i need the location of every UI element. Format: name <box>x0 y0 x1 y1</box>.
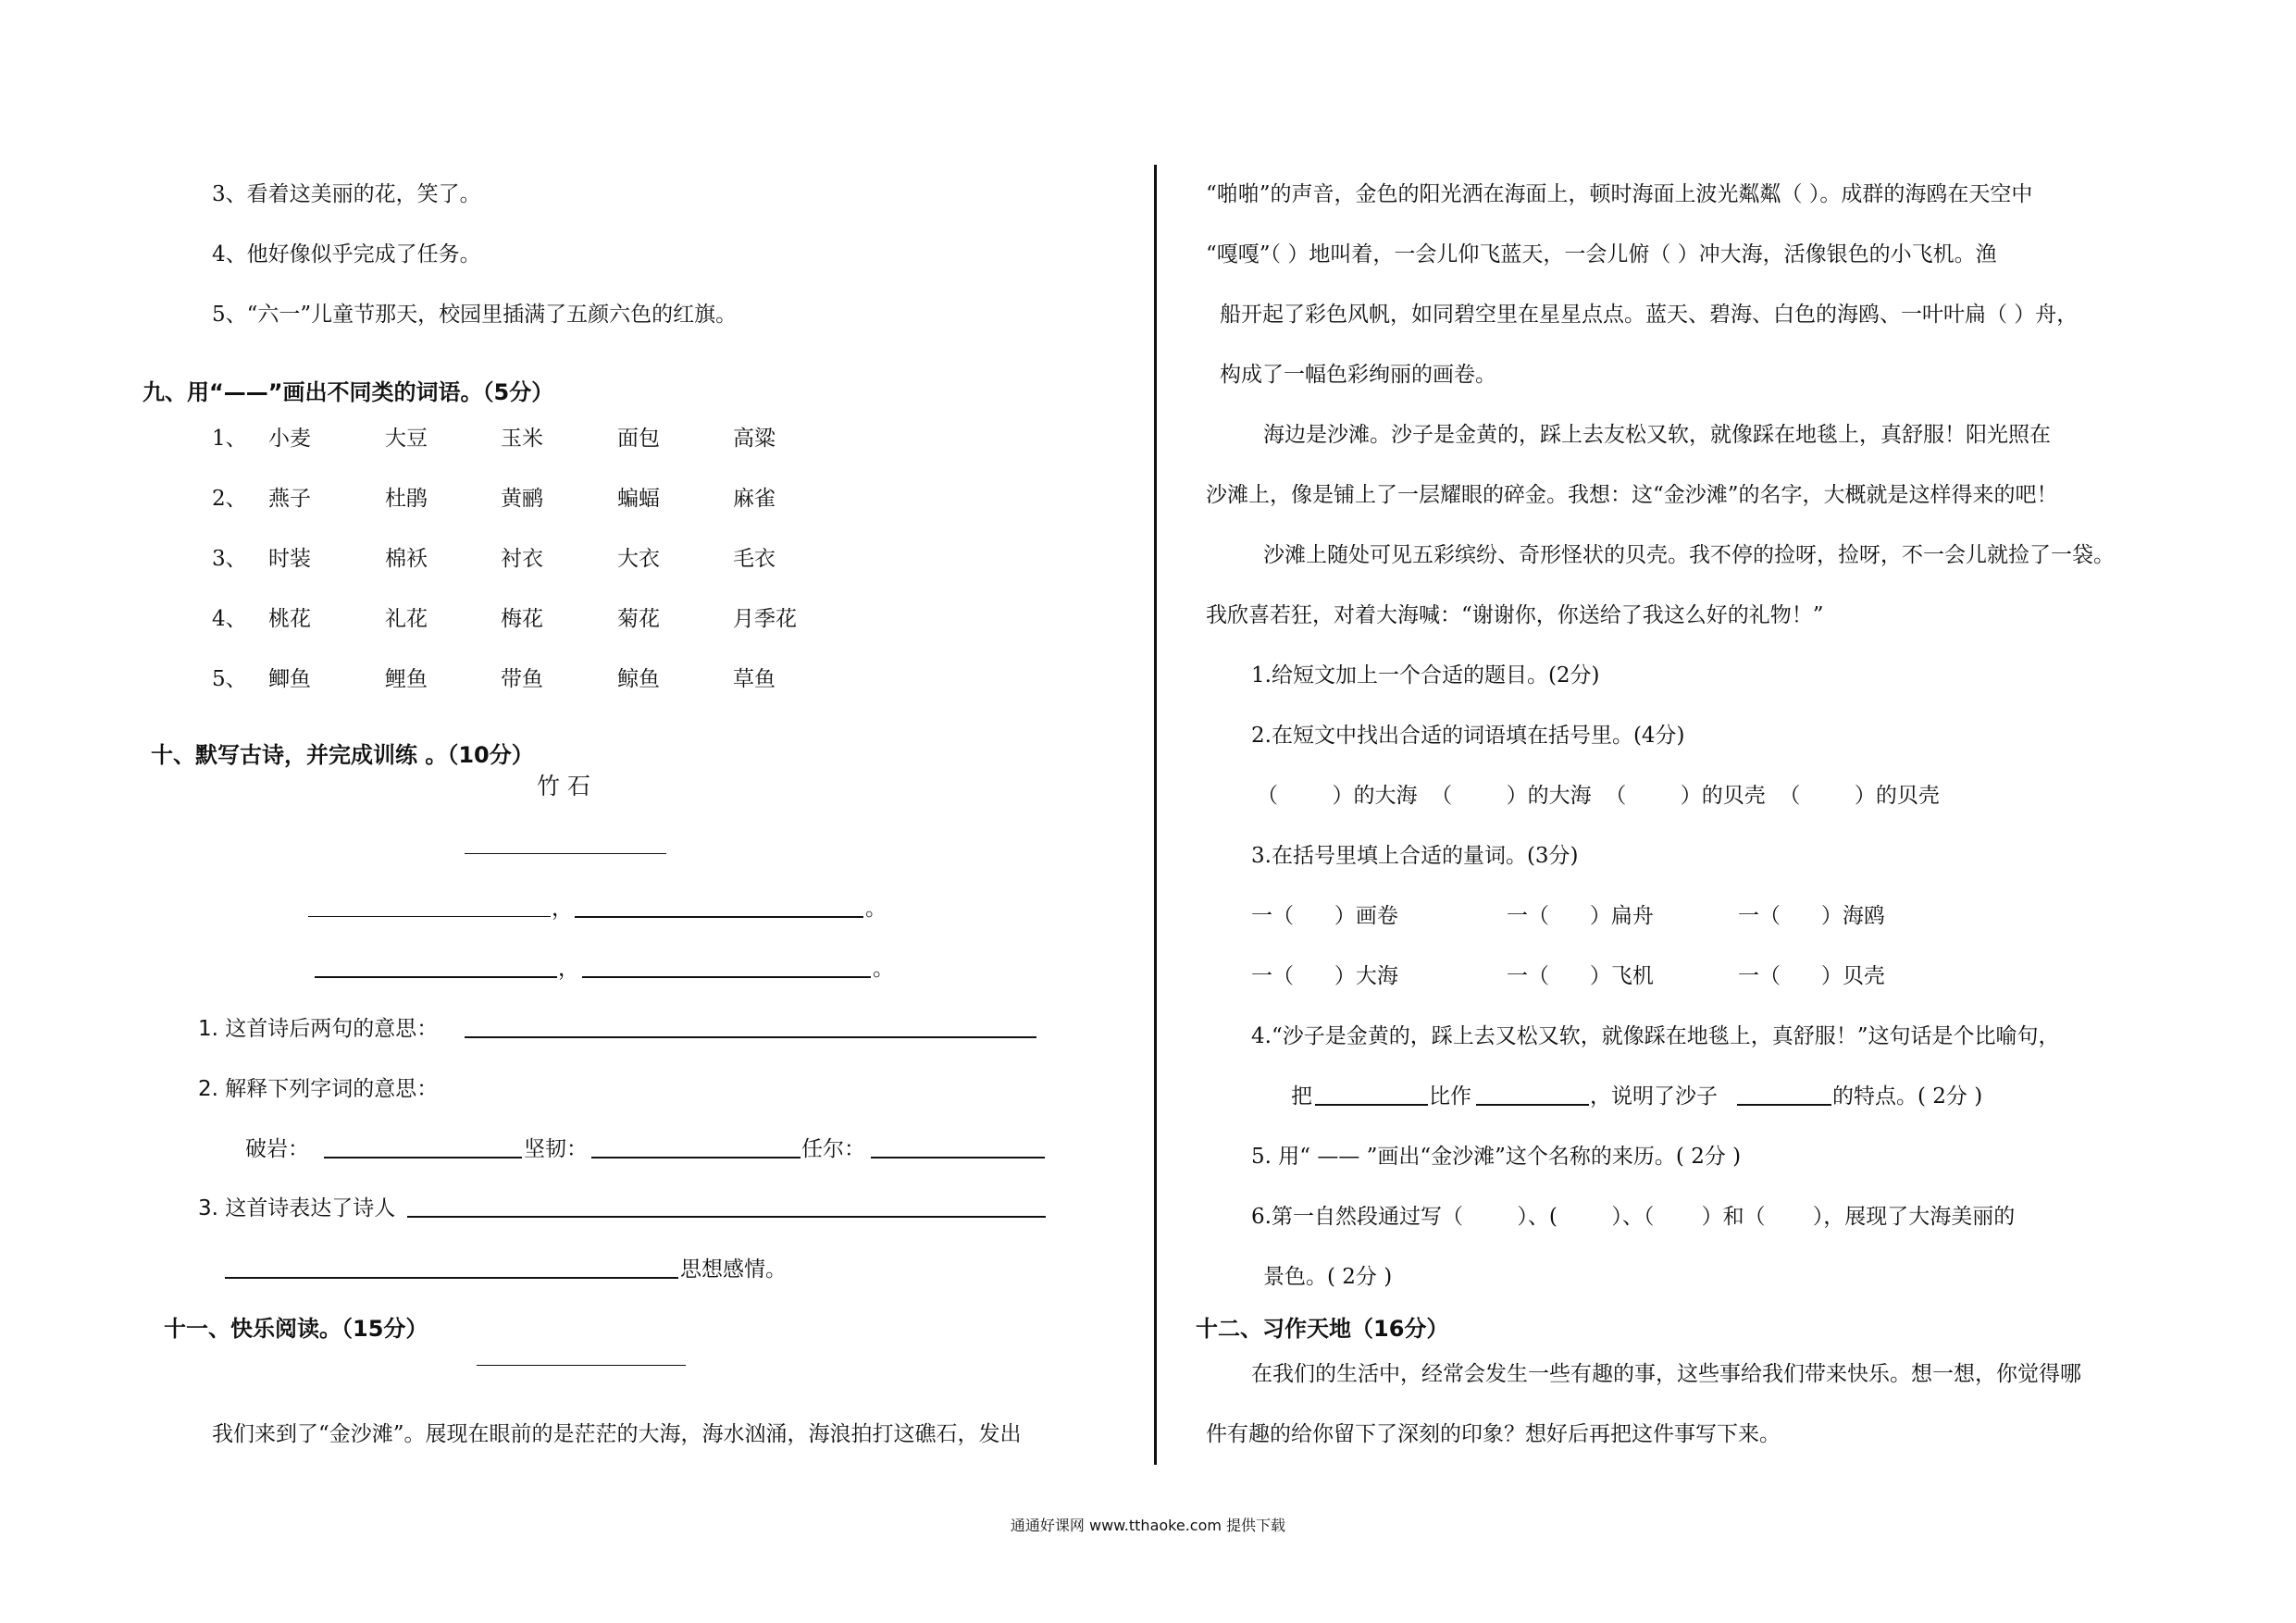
passage-line: 构成了一幅色彩绚丽的画卷。 <box>1220 363 1496 387</box>
poem-comma: ， <box>558 957 579 981</box>
reading-question-4: 4.“沙子是金黄的，踩上去又松又软，就像踩在地毯上，真舒服！”这句话是个比喻句， <box>1251 1024 2060 1048</box>
word-option[interactable]: 鲸鱼 <box>617 667 660 691</box>
word-option[interactable]: 大衣 <box>617 547 660 571</box>
measure-word-item[interactable]: 一（ ）扁舟 <box>1507 904 1654 928</box>
answer-blank[interactable] <box>1315 1104 1428 1106</box>
poem-line-blank[interactable] <box>315 976 557 978</box>
row-number: 3、 <box>212 547 247 571</box>
row-number: 1、 <box>212 427 247 451</box>
passage-line: 沙滩上，像是铺上了一层耀眼的碎金。我想：这“金沙滩”的名字，大概就是这样得来的吧！ <box>1206 483 2058 507</box>
column-divider <box>1154 165 1157 1465</box>
reading-question-5: 5. 用“ —— ”画出“金沙滩”这个名称的来历。( 2分 ) <box>1251 1145 1742 1169</box>
word-option[interactable]: 桃花 <box>268 607 311 631</box>
answer-blank[interactable] <box>465 1036 1036 1038</box>
passage-title-blank[interactable] <box>477 1365 686 1366</box>
answer-blank[interactable] <box>591 1157 800 1158</box>
word-option[interactable]: 燕子 <box>268 487 311 511</box>
poem-line-blank[interactable] <box>582 976 871 978</box>
poem-period: 。 <box>865 897 887 921</box>
term-label: 坚韧： <box>524 1137 588 1161</box>
q4-text-a: 把 <box>1291 1084 1312 1109</box>
word-option[interactable]: 礼花 <box>385 607 428 631</box>
passage-line: 船开起了彩色风帆，如同碧空里在星星点点。蓝天、碧海、白色的海鸥、一叶叶扁（ ）舟， <box>1220 303 2079 327</box>
answer-blank[interactable] <box>1476 1104 1589 1106</box>
word-option[interactable]: 麻雀 <box>733 487 776 511</box>
word-option[interactable]: 大豆 <box>385 427 428 451</box>
q4-text-b: 比作 <box>1429 1084 1471 1109</box>
passage-line: 海边是沙滩。沙子是金黄的，踩上去友松又软，就像踩在地毯上，真舒服！阳光照在 <box>1263 423 2051 447</box>
poem-line-blank[interactable] <box>308 916 551 917</box>
left-item-3: 3、看着这美丽的花，笑了。 <box>212 182 481 206</box>
poem-question-2: 2. 解释下列字词的意思： <box>198 1077 439 1101</box>
word-option[interactable]: 草鱼 <box>733 667 776 691</box>
section-11-title: 十一、快乐阅读。（15分） <box>164 1316 428 1342</box>
measure-word-item[interactable]: 一（ ）飞机 <box>1507 964 1654 988</box>
poem-question-1: 1. 这首诗后两句的意思： <box>198 1017 439 1041</box>
passage-line: “嘎嘎”（ ）地叫着，一会儿仰飞蓝天，一会儿俯（ ）冲大海，活像银色的小飞机。渔 <box>1206 242 1997 266</box>
word-option[interactable]: 月季花 <box>733 607 797 631</box>
row-number: 2、 <box>212 487 247 511</box>
answer-blank[interactable] <box>225 1277 678 1279</box>
word-option[interactable]: 菊花 <box>617 607 660 631</box>
word-option[interactable]: 鲫鱼 <box>268 667 311 691</box>
word-option[interactable]: 面包 <box>617 427 660 451</box>
measure-word-item[interactable]: 一（ ）大海 <box>1251 964 1398 988</box>
word-option[interactable]: 黄鹂 <box>501 487 543 511</box>
measure-word-item[interactable]: 一（ ）贝壳 <box>1738 964 1885 988</box>
reading-question-3: 3.在括号里填上合适的量词。(3分) <box>1251 844 1579 868</box>
term-label: 破岩： <box>245 1137 309 1161</box>
reading-question-2-row[interactable]: （ ）的大海 （ ）的大海 （ ）的贝壳 （ ）的贝壳 <box>1257 784 1940 808</box>
word-option[interactable]: 时装 <box>268 547 311 571</box>
row-number: 4、 <box>212 607 247 631</box>
section-10-title: 十、默写古诗，并完成训练 。（10分） <box>151 742 534 768</box>
answer-blank[interactable] <box>871 1157 1045 1158</box>
word-option[interactable]: 鲤鱼 <box>385 667 428 691</box>
row-number: 5、 <box>212 667 247 691</box>
footer-credit: 通通好课网 www.tthaoke.com 提供下载 <box>1010 1517 1286 1534</box>
measure-word-item[interactable]: 一（ ）画卷 <box>1251 904 1398 928</box>
q4-text-d: 的特点。( 2分 ) <box>1832 1084 1983 1109</box>
passage-line: “啪啪”的声音，金色的阳光洒在海面上，顿时海面上波光粼粼（ ）。成群的海鸥在天空中 <box>1206 182 2033 206</box>
q4-text-c: ，说明了沙子 <box>1590 1084 1718 1109</box>
answer-blank[interactable] <box>1737 1104 1831 1106</box>
left-item-4: 4、他好像似乎完成了任务。 <box>212 242 481 266</box>
left-item-5: 5、“六一”儿童节那天，校园里插满了五颜六色的红旗。 <box>212 303 738 327</box>
poem-title: 竹 石 <box>537 773 590 799</box>
passage-line: 我们来到了“金沙滩”。展现在眼前的是茫茫的大海，海水汹涌，海浪拍打这礁石，发出 <box>212 1422 1022 1446</box>
word-option[interactable]: 玉米 <box>501 427 543 451</box>
reading-question-6-end: 景色。( 2分 ) <box>1263 1265 1393 1289</box>
word-option[interactable]: 高粱 <box>733 427 776 451</box>
poem-period: 。 <box>873 957 894 981</box>
author-blank[interactable] <box>465 853 666 854</box>
answer-blank[interactable] <box>407 1216 1046 1218</box>
answer-blank[interactable] <box>324 1157 522 1158</box>
word-option[interactable]: 带鱼 <box>501 667 543 691</box>
section-12-title: 十二、习作天地（16分） <box>1196 1316 1449 1342</box>
section-9-title: 九、用“——”画出不同类的词语。（5分） <box>143 379 554 405</box>
measure-word-item[interactable]: 一（ ）海鸥 <box>1738 904 1885 928</box>
reading-question-6[interactable]: 6.第一自然段通过写（ ）、( ）、（ ）和（ ），展现了大海美丽的 <box>1251 1205 2016 1229</box>
word-option[interactable]: 蝙蝠 <box>617 487 660 511</box>
poem-line-blank[interactable] <box>575 916 863 918</box>
poem-comma: ， <box>552 897 573 921</box>
poem-question-3: 3. 这首诗表达了诗人 <box>198 1196 396 1220</box>
word-option[interactable]: 杜鹃 <box>385 487 428 511</box>
reading-question-2: 2.在短文中找出合适的词语填在括号里。(4分) <box>1251 724 1685 748</box>
poem-question-3-end: 思想感情。 <box>680 1258 787 1282</box>
word-option[interactable]: 棉袄 <box>385 547 428 571</box>
term-label: 任尔： <box>801 1137 865 1161</box>
word-option[interactable]: 毛衣 <box>733 547 776 571</box>
word-option[interactable]: 梅花 <box>501 607 543 631</box>
passage-line: 沙滩上随处可见五彩缤纷、奇形怪状的贝壳。我不停的捡呀，捡呀，不一会儿就捡了一袋。 <box>1263 543 2115 567</box>
word-option[interactable]: 衬衣 <box>501 547 543 571</box>
passage-line: 我欣喜若狂，对着大海喊：“谢谢你，你送给了我这么好的礼物！” <box>1206 603 1824 627</box>
reading-question-1: 1.给短文加上一个合适的题目。(2分) <box>1251 663 1600 688</box>
writing-prompt-line: 在我们的生活中，经常会发生一些有趣的事，这些事给我们带来快乐。想一想，你觉得哪 <box>1251 1362 2081 1386</box>
word-option[interactable]: 小麦 <box>268 427 311 451</box>
writing-prompt-line: 件有趣的给你留下了深刻的印象？想好后再把这件事写下来。 <box>1206 1422 1781 1446</box>
